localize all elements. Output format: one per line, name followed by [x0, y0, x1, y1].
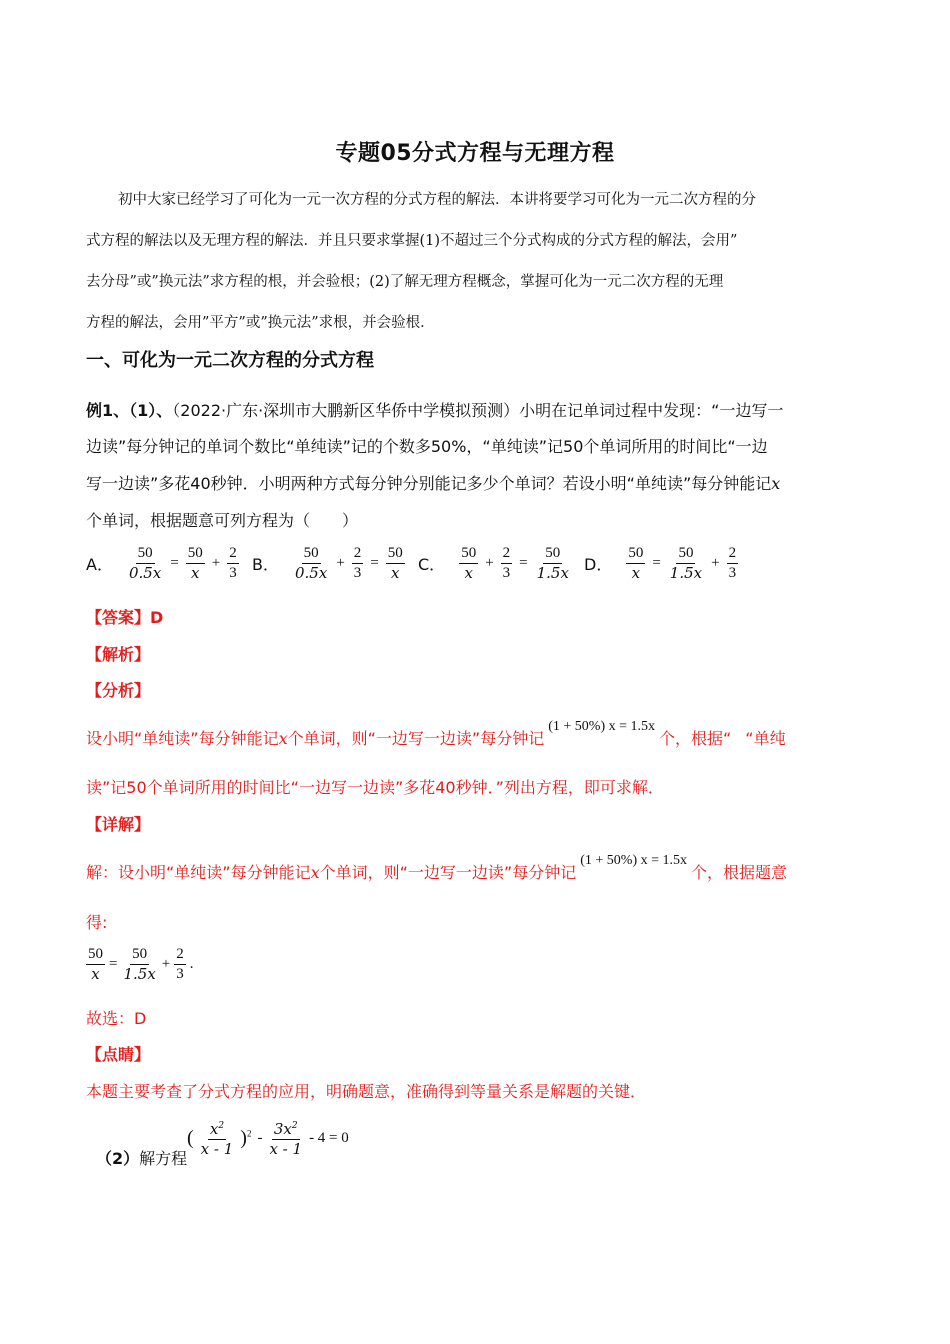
period: .: [189, 956, 194, 972]
inline-math: (1 + 50%) x = 1.5x: [548, 719, 655, 734]
fraction: $\frac{50}{x}$: [387, 545, 403, 582]
operator: =: [109, 956, 118, 972]
operator: =: [652, 555, 661, 571]
example-line-1: [86, 397, 783, 425]
example-line-2: 边读”每分钟记的单词个数比“单纯读”记的个数多50%，“单纯读”记50个单词所用的时间比“一边: [86, 437, 768, 456]
operator: =: [370, 555, 379, 571]
fenxi-label: 【分析】: [86, 681, 151, 700]
section-heading: 一、可化为一元二次方程的分式方程: [86, 350, 374, 371]
comment-label: 【点睛】: [86, 1045, 151, 1064]
fraction: $\frac{2}{3}$: [502, 545, 511, 581]
option-label: C．: [418, 555, 446, 574]
detail-line-2: 得:: [86, 913, 108, 932]
example-line-3: [86, 470, 780, 498]
operator: +: [711, 555, 720, 571]
intro-line: 初中大家已经学习了可化为一元一次方程的分式方程的解法．本讲将要学习可化为一元二次方程的分: [118, 192, 756, 208]
intro-line: 去分母”或”换元法”求方程的根，并会验根；(2)了解无理方程概念，掌握可化为一元二次方程的无理: [86, 274, 724, 290]
fraction: $\frac{50}{1.5x}$: [123, 946, 156, 983]
fraction: $\frac{2}{3}$: [728, 545, 737, 581]
detail-line-1: 解：设小明“单纯读”每分钟能记x个单词，则“一边写一边读”每分钟记(1 + 50%) x = 1.5x个，根据题意: [86, 853, 788, 882]
option-label: A．: [86, 555, 113, 574]
fraction: $\frac{50}{0.5x}$: [128, 545, 162, 582]
operator: +: [161, 956, 171, 972]
option-label: D．: [584, 555, 613, 574]
fraction: $\frac{50}{x}$: [628, 545, 644, 582]
variable-x: x: [771, 474, 781, 493]
example-line-4: 个单词，根据题意可列方程为（ ）: [86, 511, 359, 530]
fenxi-line-2: 读”记50个单词所用的时间比“一边写一边读”多花40秒钟．”列出方程，即可求解．: [86, 778, 664, 797]
page-title: 专题05分式方程与无理方程: [335, 141, 615, 166]
fraction: $\frac{50}{x}$: [88, 946, 103, 983]
analysis-label: 【解析】: [86, 645, 151, 664]
detail-label: 【详解】: [86, 815, 151, 834]
option-label: B．: [252, 555, 279, 574]
fraction: $\frac{50}{x}$: [187, 545, 203, 582]
inline-math: (1 + 50%) x = 1.5x: [580, 853, 687, 868]
fraction: $\frac{2}{3}$: [353, 545, 362, 581]
operator: +: [336, 555, 345, 571]
operator: =: [519, 555, 528, 571]
comment-text: 本题主要考查了分式方程的应用，明确题意，准确得到等量关系是解题的关键．: [86, 1082, 647, 1101]
intro-line: 方程的解法，会用”平方”或”换元法”求根，并会验根．: [86, 315, 435, 331]
option-c[interactable]: [418, 545, 571, 582]
choose-answer: 故选：D: [86, 1009, 147, 1028]
answer-label: 【答案】D: [86, 608, 164, 627]
fraction: $\frac{50}{0.5x}$: [294, 545, 328, 582]
fraction: $\frac{2}{3}$: [229, 545, 237, 581]
fenxi-line-1: 设小明“单纯读”每分钟能记x个单词，则“一边写一边读”每分钟记(1 + 50%) x = 1.5x个，根据“ “单纯: [86, 719, 786, 748]
equation: [86, 946, 195, 983]
part2-label: （2）解方程: [96, 1149, 188, 1168]
option-d[interactable]: [584, 545, 738, 582]
fraction: $\frac{3x^2}{x - 1}$: [269, 1120, 303, 1158]
option-b[interactable]: [252, 545, 405, 582]
operator: +: [485, 555, 494, 571]
option-a[interactable]: [86, 545, 239, 582]
fraction: $\frac{50}{x}$: [461, 545, 477, 582]
operator: =: [170, 555, 179, 571]
fraction: $\frac{50}{1.5x}$: [669, 545, 703, 582]
operator: +: [211, 555, 221, 571]
fraction: $\frac{2}{3}$: [176, 946, 184, 982]
example-source: （2022·广东·深圳市大鹏新区华侨中学模拟预测）小明在记单词过程中发现：“一边写一: [172, 401, 784, 420]
equation-tail: - 4 = 0: [309, 1129, 349, 1146]
fraction: $\frac{x^2}{x - 1}$: [200, 1120, 234, 1158]
intro-line: 式方程的解法以及无理方程的解法．并且只要求掌握(1)不超过三个分式构成的分式方程的解法，会用”: [86, 233, 738, 249]
intro-paragraph: [86, 180, 866, 344]
example-label: 例1、（1）、: [86, 401, 173, 420]
part2-equation: ( $\frac{x^2}{x - 1}$ )$^2$ - $\frac{3x^2}{x - 1}$ - 4 = 0: [187, 1120, 349, 1158]
example-text: 写一边读”多花40秒钟．小明两种方式每分钟分别能记多少个单词？若设小明“单纯读”每分钟能记: [86, 474, 772, 493]
fraction: $\frac{50}{1.5x}$: [536, 545, 569, 582]
